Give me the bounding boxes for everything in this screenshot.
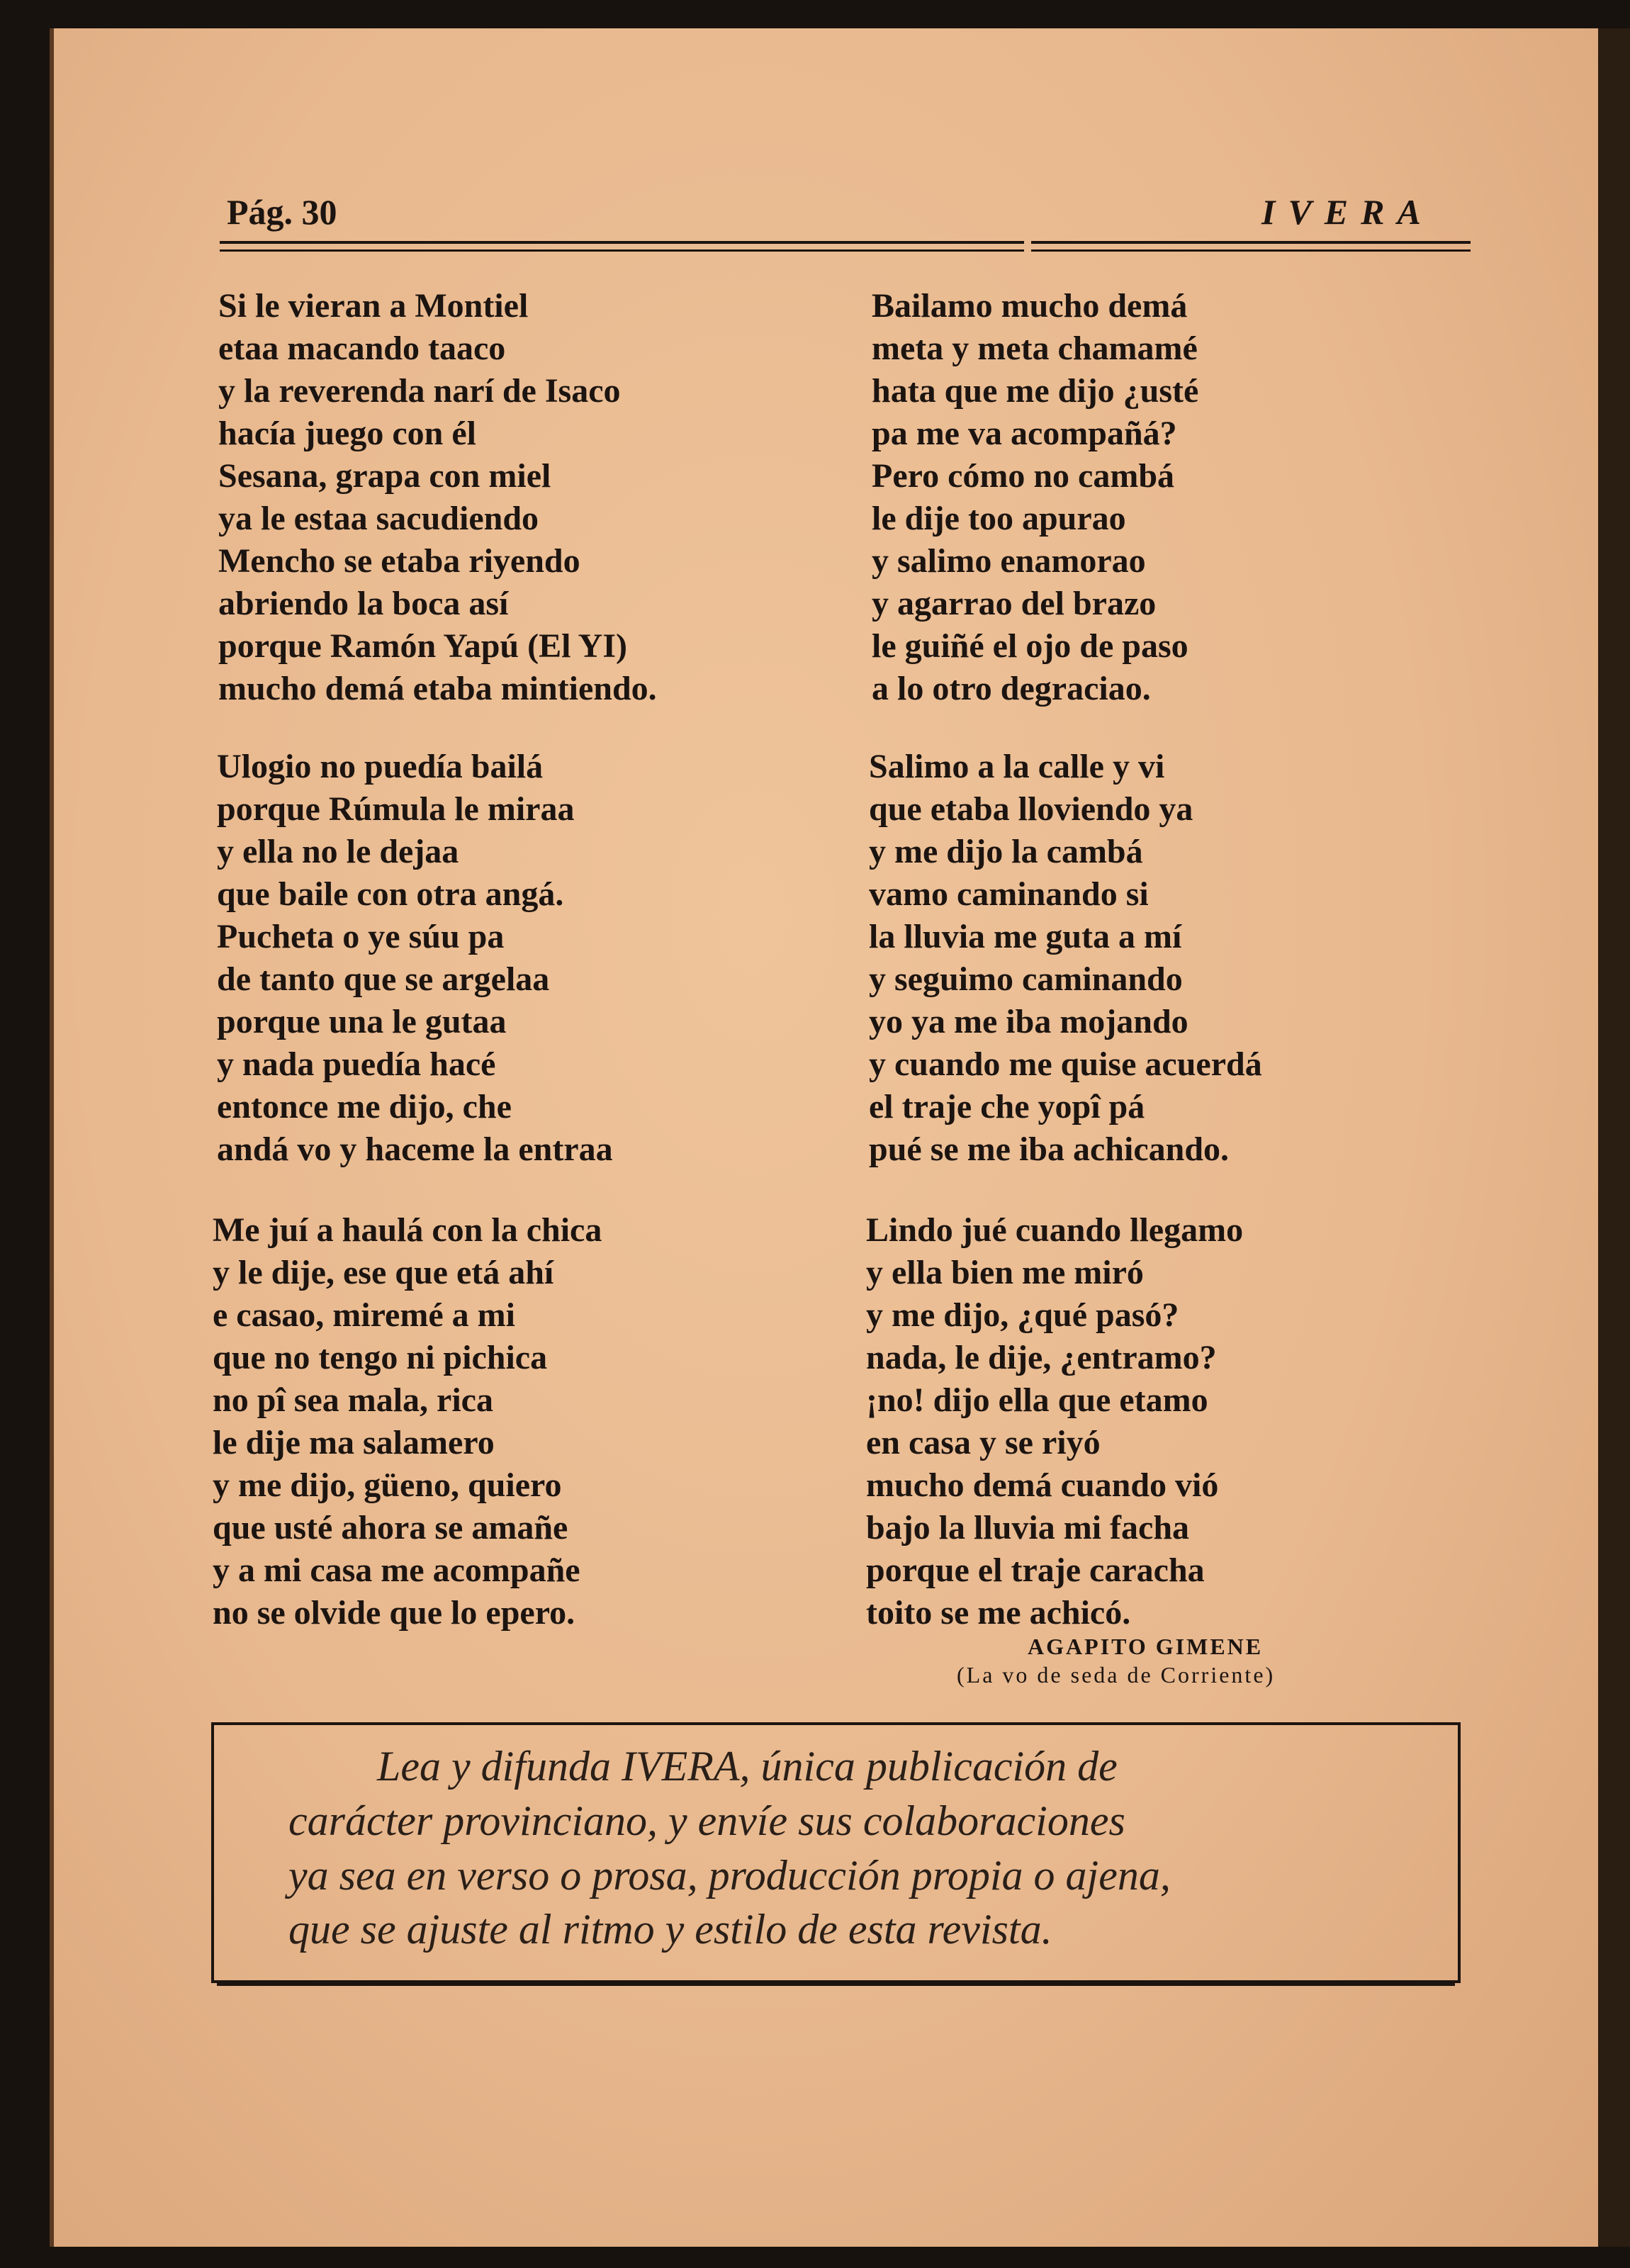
verse-line: y cuando me quise acuerdá (869, 1045, 1262, 1083)
verse-line: Me juí a haulá con la chica (213, 1211, 602, 1249)
verse-line: mucho demá etaba mintiendo. (218, 670, 657, 707)
verse-line: no pî sea mala, rica (213, 1381, 493, 1419)
left-stanza-1 (218, 285, 657, 710)
verse-line: Mencho se etaba riyendo (218, 542, 580, 580)
notice-line: Lea y difunda IVERA, única publicación de (377, 1743, 1118, 1790)
verse-line: le dije too apurao (872, 500, 1126, 537)
verse-line: de tanto que se argelaa (217, 960, 550, 998)
verse-line: entonce me dijo, che (217, 1088, 512, 1125)
verse-line: ¡no! dijo ella que etamo (866, 1381, 1208, 1419)
magazine-title: IVERA (1261, 192, 1434, 232)
verse-line: y a mi casa me acompañe (213, 1551, 580, 1589)
header-rule (1031, 249, 1471, 252)
verse-line: en casa y se riyó (866, 1424, 1101, 1461)
verse-line: Sesana, grapa con miel (218, 457, 551, 495)
verse-line: porque Rúmula le miraa (217, 790, 575, 828)
right-stanza-3 (866, 1209, 1243, 1634)
verse-line: la lluvia me guta a mí (869, 918, 1182, 955)
notice-line: carácter provinciano, y envíe sus colaboraciones (288, 1797, 1125, 1844)
verse-line: Ulogio no puedía bailá (217, 748, 544, 785)
verse-line: y ella bien me miró (866, 1254, 1144, 1291)
header-rule (220, 249, 1024, 252)
verse-line: pué se me iba achicando. (869, 1130, 1230, 1168)
notice-line: que se ajuste al ritmo y estilo de esta revista. (288, 1906, 1052, 1953)
author-note: (La vo de seda de Corriente) (957, 1662, 1276, 1688)
page-edge (1598, 28, 1630, 2247)
verse-line: meta y meta chamamé (872, 330, 1198, 367)
verse-line: ya le estaa sacudiendo (218, 500, 539, 537)
verse-line: mucho demá cuando vió (866, 1466, 1219, 1504)
verse-line: y la reverenda narí de Isaco (218, 372, 621, 410)
left-stanza-3 (213, 1209, 602, 1634)
verse-line: Si le vieran a Montiel (218, 287, 529, 325)
verse-line: e casao, miremé a mi (213, 1296, 515, 1334)
verse-line: que baile con otra angá. (217, 875, 564, 913)
verse-line: y me dijo la cambá (869, 833, 1143, 870)
verse-line: el traje che yopî pá (869, 1088, 1145, 1125)
header-rule (220, 241, 1024, 244)
verse-line: le dije ma salamero (213, 1424, 495, 1461)
verse-line: y agarrao del brazo (872, 585, 1157, 622)
verse-line: y le dije, ese que etá ahí (213, 1254, 554, 1291)
verse-line: nada, le dije, ¿entramo? (866, 1339, 1217, 1376)
verse-line: Pucheta o ye súu pa (217, 918, 505, 955)
verse-line: porque el traje caracha (866, 1551, 1205, 1589)
verse-line: que usté ahora se amañe (213, 1509, 568, 1546)
verse-line: toito se me achicó. (866, 1594, 1131, 1632)
page-number: Pág. 30 (227, 192, 337, 232)
verse-line: y seguimo caminando (869, 960, 1183, 998)
verse-line: etaa macando taaco (218, 330, 506, 367)
verse-line: abriendo la boca así (218, 585, 509, 622)
verse-line: le guiñé el ojo de paso (872, 627, 1188, 665)
verse-line: y nada puedía hacé (217, 1045, 496, 1083)
verse-line: yo ya me iba mojando (869, 1003, 1188, 1040)
verse-line: bajo la lluvia mi facha (866, 1509, 1190, 1546)
right-stanza-2 (869, 746, 1262, 1171)
verse-line: hata que me dijo ¿usté (872, 372, 1199, 410)
verse-line: porque una le gutaa (217, 1003, 507, 1040)
verse-line: Bailamo mucho demá (872, 287, 1188, 325)
verse-line: vamo caminando si (869, 875, 1149, 913)
verse-line: a lo otro degraciao. (872, 670, 1151, 707)
verse-line: y me dijo, güeno, quiero (213, 1466, 562, 1504)
author-name: AGAPITO GIMENE (1028, 1634, 1264, 1659)
verse-line: pa me va acompañá? (872, 415, 1177, 452)
verse-line: andá vo y haceme la entraa (217, 1130, 613, 1168)
verse-line: hacía juego con él (218, 415, 476, 452)
right-stanza-1 (872, 285, 1198, 710)
left-stanza-2 (217, 746, 613, 1171)
verse-line: no se olvide que lo epero. (213, 1594, 575, 1632)
verse-line: y salimo enamorao (872, 542, 1146, 580)
notice-box (211, 1722, 1461, 1983)
verse-line: Pero cómo no cambá (872, 457, 1175, 495)
header-rule (1031, 241, 1471, 244)
verse-line: que etaba lloviendo ya (869, 790, 1193, 828)
notice-line: ya sea en verso o prosa, producción propia o ajena, (288, 1852, 1171, 1899)
verse-line: Salimo a la calle y vi (869, 748, 1165, 785)
verse-line: y ella no le dejaa (217, 833, 459, 870)
verse-line: y me dijo, ¿qué pasó? (866, 1296, 1179, 1334)
verse-line: Lindo jué cuando llegamo (866, 1211, 1244, 1249)
verse-line: porque Ramón Yapú (El YI) (218, 627, 628, 665)
verse-line: que no tengo ni pichica (213, 1339, 548, 1376)
